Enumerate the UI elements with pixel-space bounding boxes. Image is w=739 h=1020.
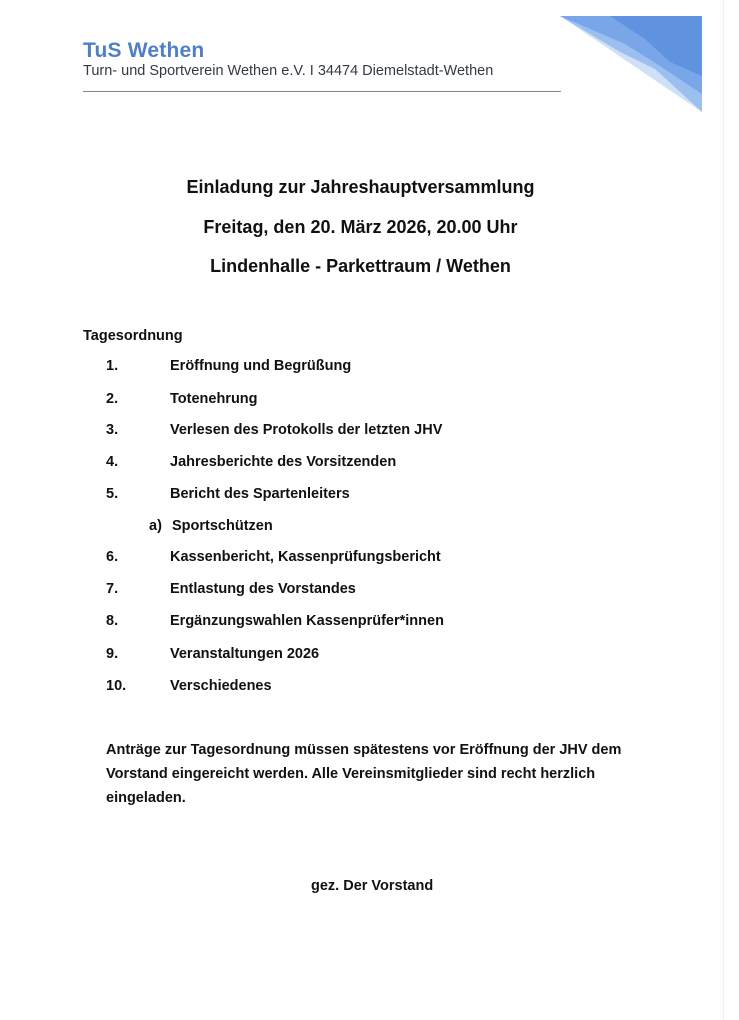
header-divider	[83, 91, 561, 92]
agenda-item-text: Verschiedenes	[170, 678, 272, 694]
agenda-item-number: 9.	[106, 646, 119, 662]
agenda-item-number: 4.	[106, 454, 119, 470]
agenda-heading: Tagesordnung	[83, 328, 183, 344]
agenda-subitem-text: Sportschützen	[172, 518, 273, 534]
agenda-item-text: Eröffnung und Begrüßung	[170, 358, 352, 374]
agenda-item-number: 3.	[106, 422, 119, 438]
agenda-item-text: Totenehrung	[170, 391, 258, 407]
agenda-item-text: Ergänzungswahlen Kassenprüfer*innen	[170, 613, 444, 629]
agenda-subitem-label: a)	[149, 518, 162, 534]
org-name: TuS Wethen	[83, 39, 205, 62]
agenda-item	[0, 358, 739, 378]
agenda-item	[0, 678, 739, 698]
agenda-item-text: Bericht des Spartenleiters	[170, 486, 350, 502]
agenda-item	[0, 486, 739, 506]
agenda-subitem	[0, 518, 739, 538]
agenda-item-text: Kassenbericht, Kassenprüfungsbericht	[170, 549, 441, 565]
agenda-item-number: 7.	[106, 581, 119, 597]
invitation-note: Anträge zur Tagesordnung müssen spätestens vor Eröffnung der JHV dem Vorstand eingereicht werden. Alle Vereinsmitglieder sind recht herzlich eingeladen.	[106, 742, 622, 806]
signature: gez. Der Vorstand	[311, 878, 434, 894]
event-date: Freitag, den 20. März 2026, 20.00 Uhr	[203, 217, 518, 237]
agenda-item	[0, 422, 739, 442]
page-edge-line	[723, 0, 724, 1020]
agenda-item-text: Veranstaltungen 2026	[170, 646, 320, 662]
agenda-item-number: 5.	[106, 486, 119, 502]
agenda-item-number: 6.	[106, 549, 119, 565]
agenda-item	[0, 646, 739, 666]
agenda-item-text: Entlastung des Vorstandes	[170, 581, 356, 597]
agenda-item	[0, 454, 739, 474]
document-title: Einladung zur Jahreshauptversammlung	[186, 177, 535, 197]
agenda-item	[0, 581, 739, 601]
agenda-item	[0, 391, 739, 411]
agenda-item-number: 2.	[106, 391, 119, 407]
event-location: Lindenhalle - Parkettraum / Wethen	[210, 256, 511, 276]
agenda-item	[0, 613, 739, 633]
agenda-item	[0, 549, 739, 569]
corner-triangle-logo-icon	[560, 14, 705, 114]
agenda-item-number: 8.	[106, 613, 119, 629]
org-subtitle: Turn- und Sportverein Wethen e.V. I 34474 Diemelstadt-Wethen	[83, 63, 494, 79]
agenda-item-number: 10.	[106, 678, 127, 694]
agenda-item-text: Jahresberichte des Vorsitzenden	[170, 454, 397, 470]
agenda-item-text: Verlesen des Protokolls der letzten JHV	[170, 422, 443, 438]
agenda-item-number: 1.	[106, 358, 119, 374]
